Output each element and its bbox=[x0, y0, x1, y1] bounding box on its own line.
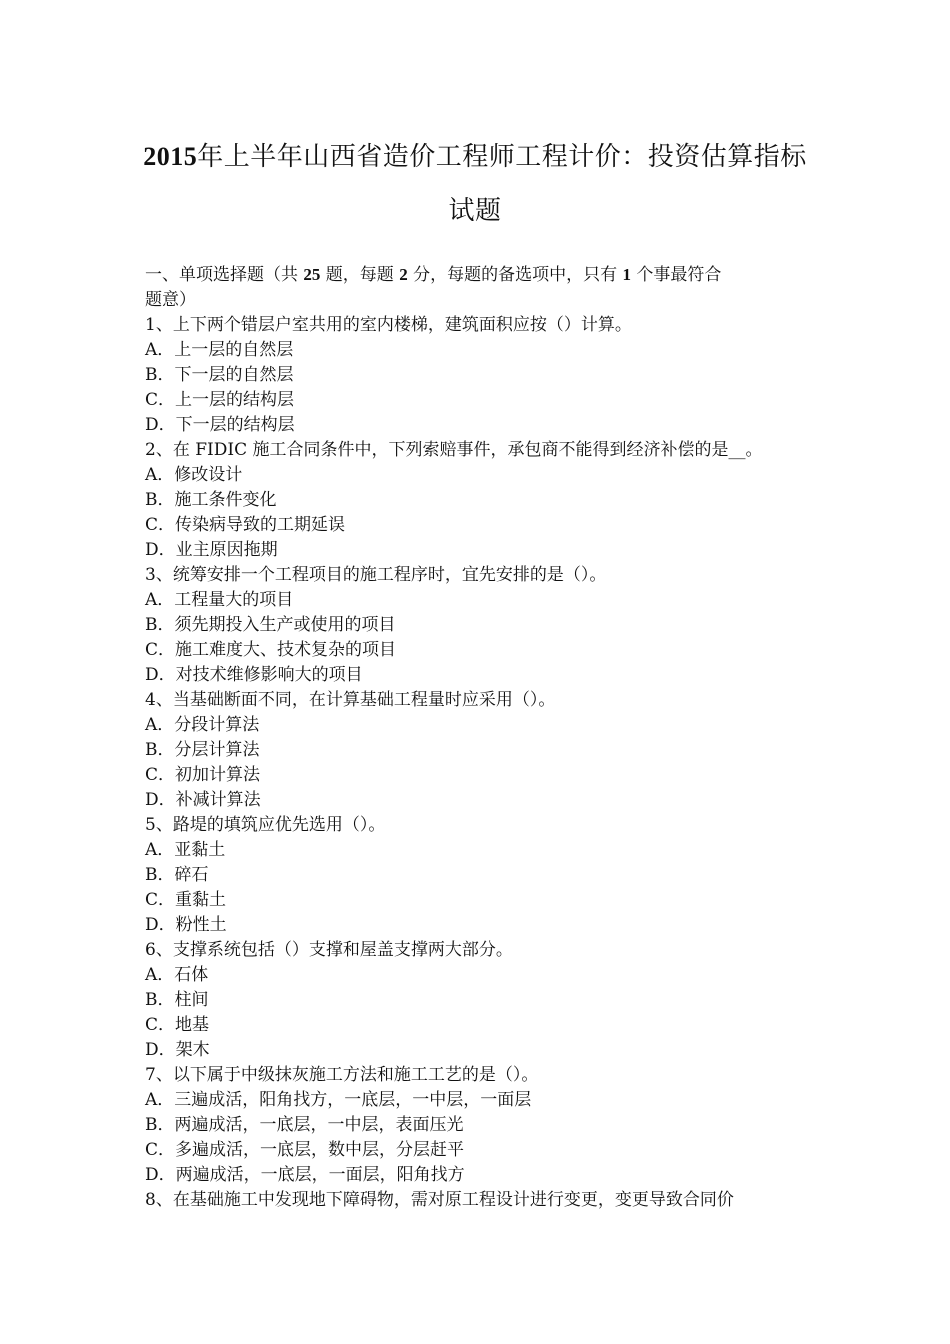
answer-option: B．柱间 bbox=[145, 990, 209, 1010]
answer-option: D．下一层的结构层 bbox=[145, 415, 295, 435]
answer-option: A．上一层的自然层 bbox=[145, 340, 294, 360]
title-text: 年上半年山西省造价工程师工程计价：投资估算指标 bbox=[197, 142, 807, 172]
question-stem: 1、上下两个错层户室共用的室内楼梯，建筑面积应按（）计算。 bbox=[145, 315, 632, 335]
answer-option: D．对技术维修影响大的项目 bbox=[145, 665, 363, 685]
answer-option: C．初加计算法 bbox=[145, 765, 261, 785]
question-stem: 8、在基础施工中发现地下障碍物，需对原工程设计进行变更，变更导致合同价 bbox=[145, 1190, 734, 1210]
title-year: 2015 bbox=[143, 142, 198, 171]
question-list bbox=[145, 262, 810, 1213]
answer-option: C．传染病导致的工期延误 bbox=[145, 515, 346, 535]
answer-option: D．粉性土 bbox=[145, 915, 227, 935]
answer-option: C．施工难度大、技术复杂的项目 bbox=[145, 640, 397, 660]
answer-option: C．多遍成活，一底层，数中层，分层赶平 bbox=[145, 1140, 465, 1160]
page-title-line2: 试题 bbox=[448, 196, 502, 226]
answer-option: A．三遍成活，阳角找方，一底层，一中层，一面层 bbox=[145, 1090, 532, 1110]
answer-option: C．重黏土 bbox=[145, 890, 227, 910]
answer-option: B．下一层的自然层 bbox=[145, 365, 294, 385]
questions bbox=[145, 313, 810, 1213]
answer-option: A．修改设计 bbox=[145, 465, 243, 485]
answer-option: D．业主原因拖期 bbox=[145, 540, 278, 560]
answer-option: B．碎石 bbox=[145, 865, 209, 885]
answer-option: C．地基 bbox=[145, 1015, 210, 1035]
question-stem: 5、路堤的填筑应优先选用（）。 bbox=[145, 815, 386, 835]
answer-option: C．上一层的结构层 bbox=[145, 390, 295, 410]
question-stem: 6、支撑系统包括（）支撑和屋盖支撑两大部分。 bbox=[145, 940, 513, 960]
answer-option: D．补减计算法 bbox=[145, 790, 261, 810]
answer-option: A．亚黏土 bbox=[145, 840, 226, 860]
answer-option: B．须先期投入生产或使用的项目 bbox=[145, 615, 396, 635]
answer-option: B．施工条件变化 bbox=[145, 490, 277, 510]
question-stem: 2、在 FIDIC 施工合同条件中，下列索赔事件，承包商不能得到经济补偿的是__。 bbox=[145, 440, 763, 460]
answer-option: B．两遍成活，一底层，一中层，表面压光 bbox=[145, 1115, 464, 1135]
question-stem: 4、当基础断面不同，在计算基础工程量时应采用（）。 bbox=[145, 690, 556, 710]
answer-option: A．分段计算法 bbox=[145, 715, 260, 735]
section-heading-cont: 题意） bbox=[145, 290, 196, 310]
answer-option: D．两遍成活，一底层，一面层，阳角找方 bbox=[145, 1165, 465, 1185]
answer-option: D．架木 bbox=[145, 1040, 210, 1060]
section-heading: 一、单项选择题（共 25 题，每题 2 分，每题的备选项中，只有 1 个事最符合 bbox=[145, 265, 722, 285]
question-stem: 3、统筹安排一个工程项目的施工程序时，宜先安排的是（）。 bbox=[145, 565, 607, 585]
answer-option: A．工程量大的项目 bbox=[145, 590, 294, 610]
answer-option: A．石体 bbox=[145, 965, 209, 985]
question-stem: 7、以下属于中级抹灰施工方法和施工工艺的是（）。 bbox=[145, 1065, 539, 1085]
answer-option: B．分层计算法 bbox=[145, 740, 260, 760]
page-title bbox=[0, 136, 950, 173]
